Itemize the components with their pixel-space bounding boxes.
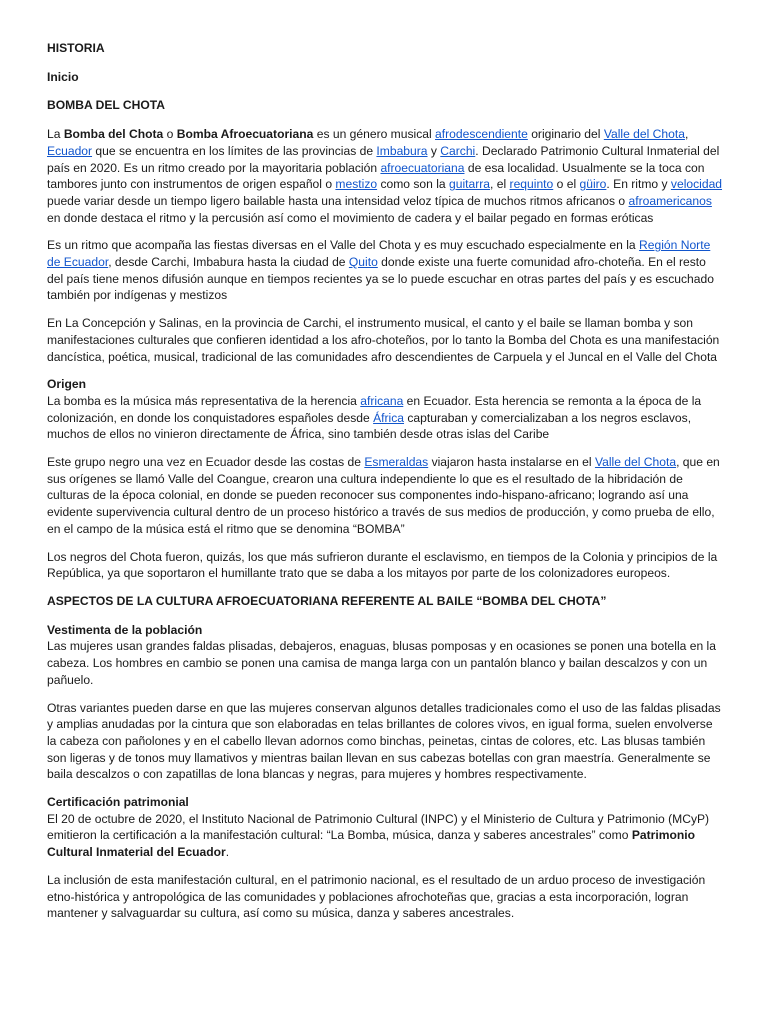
text: , que en sus orígenes se llamó Valle del Coangue, crearon una cultura independiente lo que es el resultado de la hibridación de culturas de la época colonial, en donde se pueden reconocer sus componentes indo-hispano-africano; logrando así una evidente supervivencia cultural dentro de un proceso histórico a través de sus medios de producción, y como prueba de ello, en el campo de la música está el ritmo que se denomina “BOMBA”: [47, 455, 720, 536]
link-guitarra[interactable]: guitarra: [449, 177, 491, 192]
heading-certificacion: Certificación patrimonial: [47, 795, 189, 810]
link-valle-del-chota-2[interactable]: Valle del Chota: [594, 455, 677, 470]
link-valle-del-chota[interactable]: Valle del Chota: [603, 127, 685, 142]
text: puede variar desde un tiempo ligero bailable hasta una intensidad veloz típica de muchos ritmos africanos o: [47, 193, 629, 208]
text: es un género musical: [313, 127, 436, 142]
paragraph-concepcion: En La Concepción y Salinas, en la provincia de Carchi, el instrumento musical, el canto y el baile se llaman bomba y son manifestaciones culturales que confieren identidad a los afro-choteños, por lo tanto la Bomba del Chota es una manifestación dancística, poética, musical, tradicional de las comunidades afro descendientes de Carpuela y el Juncal en el Valle del Chota: [47, 316, 720, 364]
heading-origen: Origen: [47, 377, 86, 392]
text: en donde destaca el ritmo y la percusión así como el movimiento de cadera y el bailar pegado en formas eróticas: [47, 210, 654, 225]
paragraph-ritmo: [47, 237, 723, 304]
paragraph-certificacion: [47, 811, 723, 861]
paragraph-origen: [47, 393, 723, 443]
link-quito[interactable]: Quito: [348, 255, 378, 270]
text: . En ritmo y: [606, 177, 671, 192]
text: originario del: [527, 127, 604, 142]
bold-term: Patrimonio Cultural Inmaterial del Ecuador: [47, 828, 695, 860]
link-imbabura[interactable]: Imbabura: [376, 143, 428, 158]
text: La bomba es la música más representativa de la herencia: [47, 393, 361, 408]
link-guiro[interactable]: güiro: [579, 177, 607, 192]
link-velocidad[interactable]: velocidad: [670, 177, 723, 192]
text: viajaron hasta instalarse en el: [428, 455, 595, 470]
text: de esa localidad. Usualmente se la toca con tambores junto con instrumentos de origen español o: [47, 160, 705, 192]
heading-historia: HISTORIA: [47, 41, 105, 55]
heading-vestimenta: Vestimenta de la población: [47, 622, 203, 637]
bold-term: Bomba del Chota: [63, 127, 164, 142]
link-requinto[interactable]: requinto: [509, 177, 554, 192]
paragraph-variantes: Otras variantes pueden darse en que las mujeres conservan algunos detalles tradicionales como el uso de las faldas plisadas y amplias anudadas por la cintura que son elaboradas en telas brillantes de colores vivos, en igual forma, suelen envolverse la cabeza con pañolones y en el cabello llevan adornos como binchas, peinetas, cintas de colores, etc. Las blusas también son ligeras y de tonos muy llamativos y mientras bailan llevan en sus cabezas botellas con gran maestría. Generalmente se baila descalzos o con zapatillas de lona blancas y negras, para mujeres y hombres respectivamente.: [47, 700, 721, 782]
link-carchi[interactable]: Carchi: [440, 143, 476, 158]
paragraph-intro: [47, 126, 723, 226]
text: donde existe una fuerte comunidad afro-choteña. En el resto del país tiene menos difusión aunque en tiempos recientes ya se lo puede escuchar en otras partes del país y es escuchado también por indígenas y mestizos: [47, 255, 714, 303]
text: , desde Carchi, Imbabura hasta la ciudad de: [108, 255, 349, 270]
text: en Ecuador. Esta herencia se remonta a la época de la colonización, en donde los conquistadores españoles desde: [47, 393, 702, 425]
text: y: [427, 143, 441, 158]
text: , el: [490, 177, 510, 192]
text: Este grupo negro una vez en Ecuador desde las costas de: [47, 455, 365, 470]
link-africana[interactable]: africana: [360, 393, 404, 408]
text: El 20 de octubre de 2020, el Instituto Nacional de Patrimonio Cultural (INPC) y el Ministerio de Cultura y Patrimonio (MCyP) emitieron la certificación a la manifestación cultural: “La Bomba, música, danza y saberes ancestrales” como: [47, 811, 710, 843]
text: que se encuentra en los límites de las provincias de: [92, 143, 377, 158]
document-body: [47, 40, 723, 933]
link-afrodescendiente[interactable]: afrodescendiente: [435, 127, 528, 142]
text: . Declarado Patrimonio Cultural Inmaterial del país en 2020. Es un ritmo creado por la mayoritaria población: [47, 143, 720, 175]
paragraph-vestimenta: Las mujeres usan grandes faldas plisadas, debajeros, enaguas, blusas pomposas y en ocasiones se ponen una botella en la cabeza. Los hombres en cambio se ponen una camisa de manga larga con un pantalón blanco y bailan descalzos y con un pañuelo.: [47, 639, 716, 687]
link-afroecuatoriana[interactable]: afroecuatoriana: [380, 160, 465, 175]
link-region-norte[interactable]: Región Norte de Ecuador: [47, 238, 711, 270]
text: o: [163, 127, 177, 142]
link-afroamericanos[interactable]: afroamericanos: [628, 193, 712, 208]
link-mestizo[interactable]: mestizo: [335, 177, 378, 192]
text: .: [225, 845, 230, 860]
heading-bomba-del-chota: BOMBA DEL CHOTA: [47, 98, 166, 113]
text: ,: [684, 127, 689, 142]
heading-aspectos: ASPECTOS DE LA CULTURA AFROECUATORIANA REFERENTE AL BAILE “BOMBA DEL CHOTA”: [47, 593, 607, 608]
text: La: [47, 127, 64, 142]
text: capturaban y comercializaban a los negros esclavos, muchos de ellos no vinieron directamente de África, sino también desde otras islas del Caribe: [47, 410, 692, 442]
link-esmeraldas[interactable]: Esmeraldas: [364, 455, 429, 470]
text: Es un ritmo que acompaña las fiestas diversas en el Valle del Chota y es muy escuchado especialmente en la: [47, 238, 640, 253]
paragraph-inclusion: La inclusión de esta manifestación cultural, en el patrimonio nacional, es el resultado de un arduo proceso de investigación etno-histórica y antropológica de las comunidades y poblaciones afrochoteñas que, gracias a esta incorporación, logran mantener y salvaguardar su cultura, así como su música, danza y saberes ancestrales.: [47, 872, 706, 921]
heading-inicio: Inicio: [47, 69, 79, 84]
link-ecuador[interactable]: Ecuador: [47, 143, 93, 158]
paragraph-grupo-negro: [47, 454, 723, 538]
text: o el: [553, 177, 580, 192]
paragraph-esclavismo: Los negros del Chota fueron, quizás, los que más sufrieron durante el esclavismo, en tiempos de la Colonia y principios de la República, ya que soportaron el humillante trato que se daba a los mitayos por parte de los colonizadores europeos.: [47, 549, 718, 581]
bold-term: Bomba Afroecuatoriana: [176, 127, 314, 142]
text: como son la: [377, 177, 450, 192]
link-africa[interactable]: África: [373, 410, 405, 425]
